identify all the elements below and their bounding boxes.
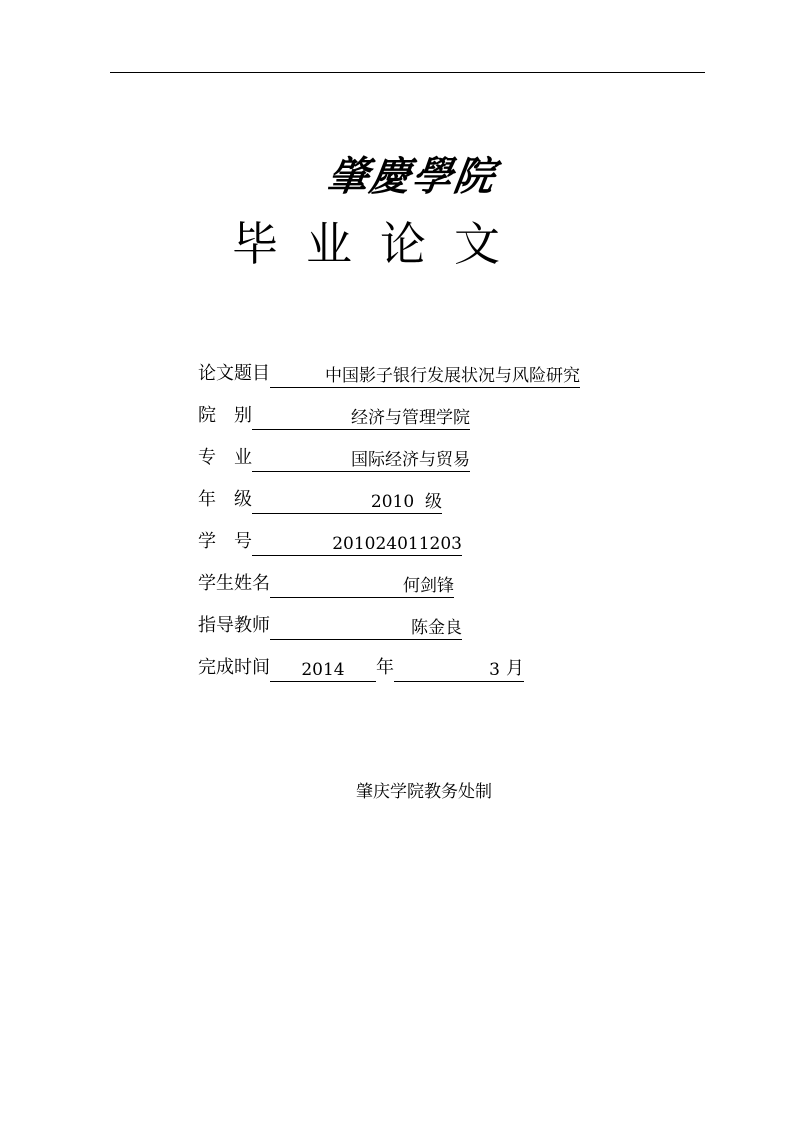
field-student-id-label: 学 号	[198, 531, 252, 552]
field-advisor-label: 指导教师	[198, 615, 270, 636]
field-completion-year: 2014	[270, 658, 376, 682]
field-grade-label: 年 级	[198, 489, 252, 510]
field-advisor-value: 陈金良	[270, 616, 462, 640]
field-college-label: 院 别	[198, 405, 252, 426]
field-major-label: 专 业	[198, 447, 252, 468]
field-advisor	[198, 612, 462, 640]
field-completion-label: 完成时间	[198, 657, 270, 678]
header-rule	[110, 72, 705, 73]
field-topic	[198, 360, 580, 388]
field-student-id-value: 201024011203	[252, 532, 462, 556]
field-completion-month-unit: 月	[506, 657, 524, 682]
issuer-footer: 肇庆学院教务处制	[356, 782, 492, 802]
field-completion	[198, 654, 524, 682]
document-title: 毕业论文	[232, 217, 528, 271]
field-student-name-label: 学生姓名	[198, 573, 270, 594]
field-student-id	[198, 528, 462, 556]
field-student-name-value: 何剑锋	[270, 574, 454, 598]
college-logo: 肇慶學院	[324, 153, 500, 200]
field-major-value: 国际经济与贸易	[252, 448, 470, 472]
field-grade	[198, 486, 442, 514]
field-college-value: 经济与管理学院	[252, 406, 470, 430]
field-completion-month: 3	[394, 658, 506, 682]
field-completion-year-unit: 年	[376, 657, 394, 678]
field-topic-label: 论文题目	[198, 363, 270, 384]
field-student-name	[198, 570, 454, 598]
field-college	[198, 402, 470, 430]
field-major	[198, 444, 470, 472]
field-grade-value: 2010 级	[252, 490, 442, 514]
field-topic-value: 中国影子银行发展状况与风险研究	[270, 364, 580, 388]
